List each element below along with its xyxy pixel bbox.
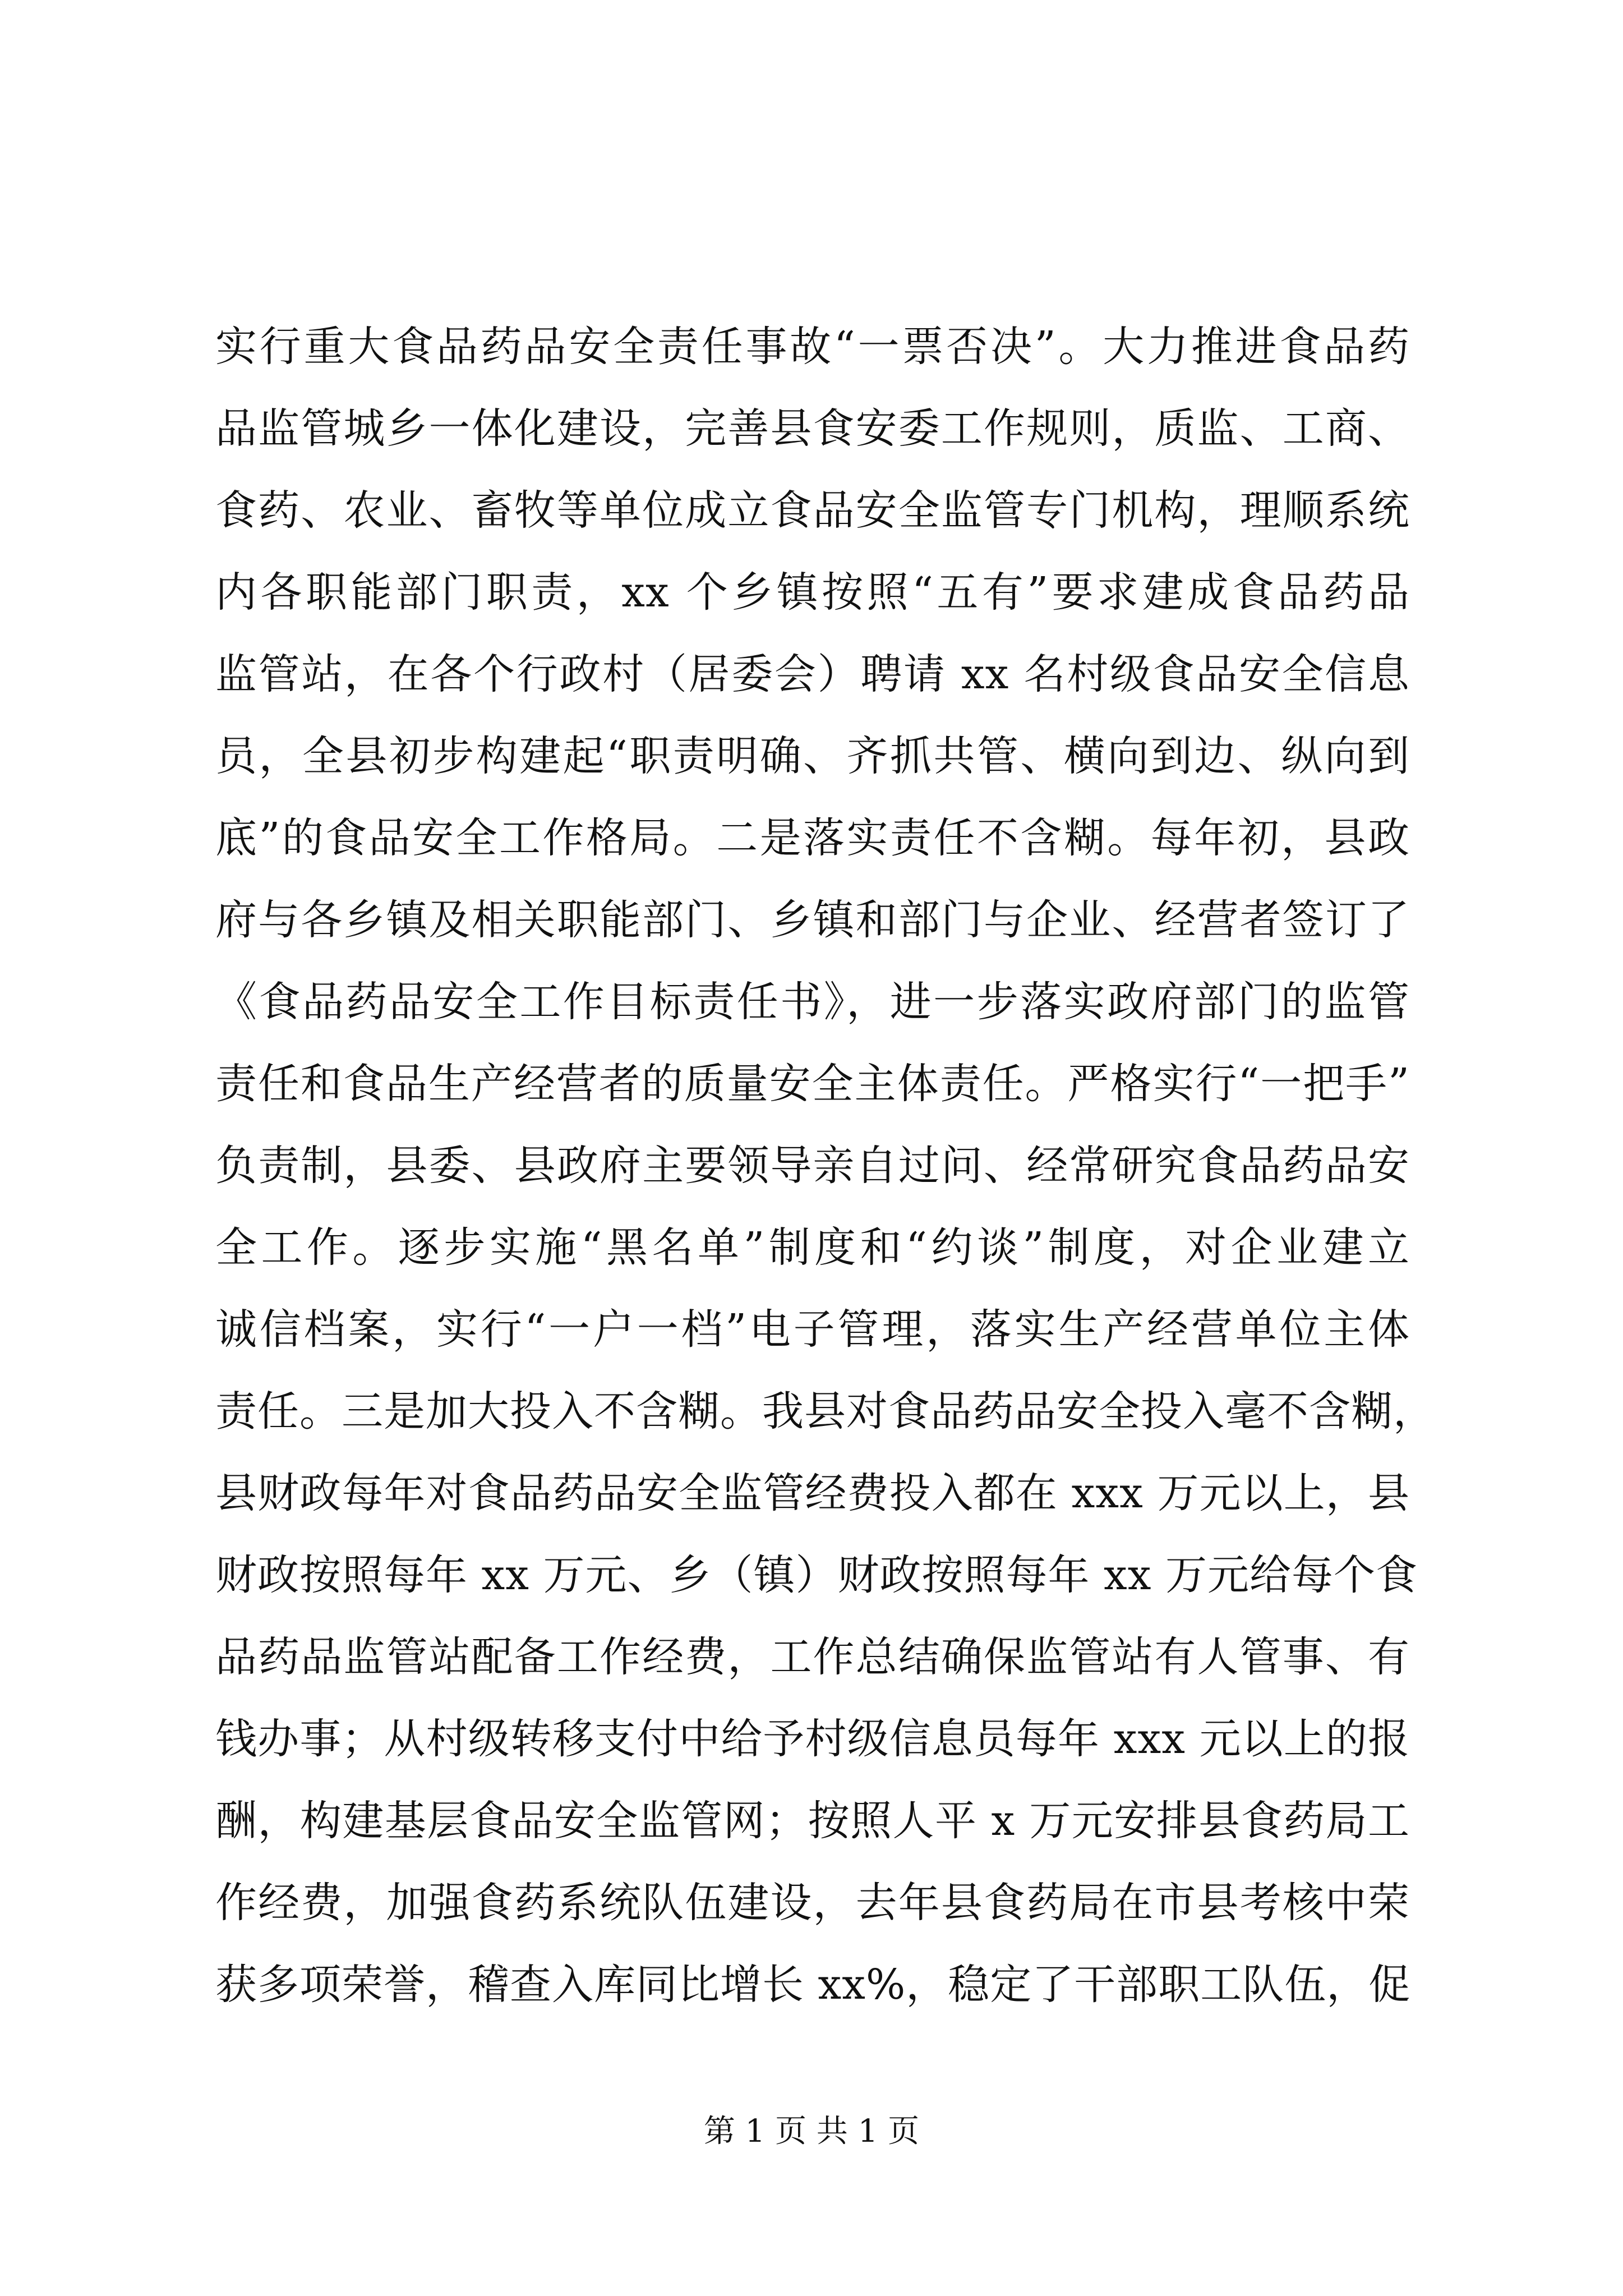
text-line: 底”的食品安全工作格局。二是落实责任不含糊。每年初，县政 bbox=[215, 814, 1410, 862]
text-line: 诚信档案，实行“一户一档”电子管理，落实生产经营单位主体 bbox=[215, 1305, 1410, 1354]
text-line: 县财政每年对食品药品安全监管经费投入都在 xxx 万元以上，县 bbox=[215, 1469, 1410, 1517]
page-footer: 第 1 页 共 1 页 bbox=[703, 2113, 920, 2150]
text-line: 责任。三是加大投入不含糊。我县对食品药品安全投入毫不含糊， bbox=[215, 1387, 1435, 1435]
text-line: 监管站，在各个行政村（居委会）聘请 xx 名村级食品安全信息 bbox=[215, 650, 1410, 698]
text-line: 酬，构建基层食品安全监管网；按照人平 x 万元安排县食药局工 bbox=[215, 1797, 1410, 1845]
text-line: 内各职能部门职责，xx 个乡镇按照“五有”要求建成食品药品 bbox=[215, 568, 1410, 616]
text-line: 全工作。逐步实施“黑名单”制度和“约谈”制度，对企业建立 bbox=[215, 1223, 1410, 1272]
text-line: 府与各乡镇及相关职能部门、乡镇和部门与企业、经营者签订了 bbox=[215, 896, 1410, 944]
text-line: 获多项荣誉，稽查入库同比增长 xx%，稳定了干部职工队伍，促 bbox=[215, 1961, 1411, 2009]
text-line: 责任和食品生产经营者的质量安全主体责任。严格实行“一把手” bbox=[215, 1060, 1410, 1108]
text-line: 实行重大食品药品安全责任事故“一票否决”。大力推进食品药 bbox=[215, 323, 1410, 371]
text-line: 品药品监管站配备工作经费，工作总结确保监管站有人管事、有 bbox=[215, 1633, 1410, 1681]
text-line: 品监管城乡一体化建设，完善县食安委工作规则，质监、工商、 bbox=[215, 404, 1410, 453]
text-line: 负责制，县委、县政府主要领导亲自过问、经常研究食品药品安 bbox=[215, 1142, 1410, 1190]
text-line: 《食品药品安全工作目标责任书》，进一步落实政府部门的监管 bbox=[215, 978, 1410, 1026]
text-line: 财政按照每年 xx 万元、乡（镇）财政按照每年 xx 万元给每个食 bbox=[215, 1551, 1418, 1599]
text-line: 作经费，加强食药系统队伍建设，去年县食药局在市县考核中荣 bbox=[215, 1879, 1410, 1927]
text-line: 食药、农业、畜牧等单位成立食品安全监管专门机构，理顺系统 bbox=[215, 486, 1410, 535]
text-line: 钱办事；从村级转移支付中给予村级信息员每年 xxx 元以上的报 bbox=[215, 1715, 1410, 1763]
text-line: 员，全县初步构建起“职责明确、齐抓共管、横向到边、纵向到 bbox=[215, 732, 1410, 780]
body-text bbox=[215, 306, 1435, 2026]
